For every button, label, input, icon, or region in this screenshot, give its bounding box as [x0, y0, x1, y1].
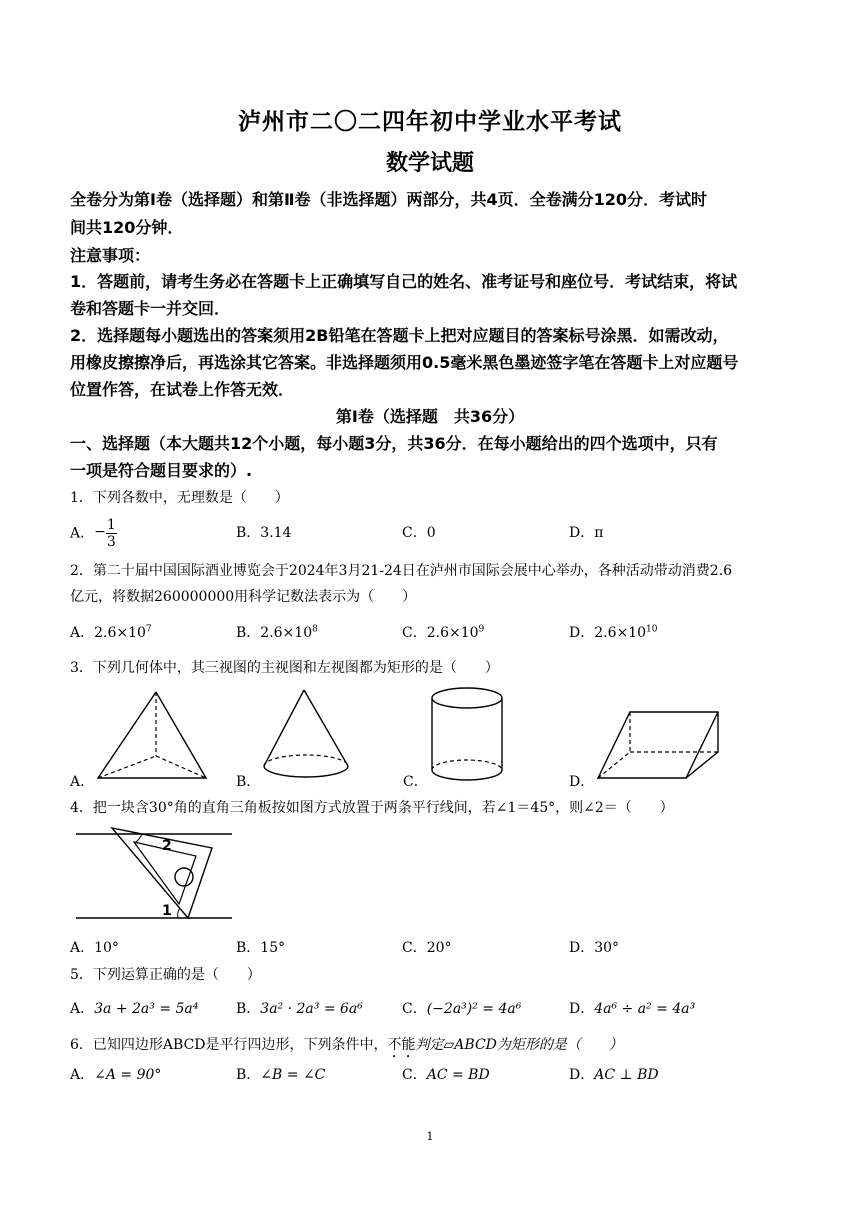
q1-a-sign: − [94, 523, 106, 540]
q1-option-c: C．0 [402, 525, 436, 541]
q3-option-d: D． [569, 774, 595, 790]
q2-option-b [236, 622, 318, 642]
q3-figure-d-prism [590, 700, 726, 786]
q4-option-c: C．20° [402, 940, 452, 956]
q3-option-c: C． [403, 774, 428, 790]
q2-d-exp: 10 [646, 624, 658, 635]
q5-options [70, 998, 800, 1028]
intro-line-2: 间共120分钟． [70, 218, 184, 237]
q5-a-label: A． [70, 1001, 95, 1017]
page-number: 1 [426, 1130, 434, 1143]
q6-b-expr: ∠B = ∠C [260, 1067, 326, 1083]
q1-a-numerator: 1 [106, 517, 116, 533]
q1-a-label: A． [70, 525, 95, 542]
q5-c-label: C． [402, 1001, 427, 1017]
q6-stem-pre: 6．已知四边形ABCD是平行四边形，下列条件中， [70, 1037, 388, 1053]
q6-stem [70, 1034, 623, 1061]
q1-options [70, 514, 800, 554]
q5-c-expr: (−2a³)² = 4a⁶ [426, 1001, 522, 1017]
q5-b-label: B． [236, 1001, 261, 1017]
notice-2-line-3: 位置作答，在试卷上作答无效． [70, 380, 295, 399]
q5-option-c [402, 998, 521, 1018]
q3-option-a: A． [70, 774, 95, 790]
q4-options [70, 937, 800, 967]
q4-angle-label-2: 2 [162, 838, 172, 854]
q6-stem-post: 判定▱ABCD为矩形的是（ ） [415, 1037, 623, 1053]
section-1-line-1: 一、选择题（本大题共12个小题，每小题3分，共36分．在每小题给出的四个选项中，只有 [70, 434, 718, 453]
part1-heading: 第Ⅰ卷（选择题 共36分） [335, 407, 525, 426]
q2-c-exp: 9 [478, 624, 485, 635]
q5-option-b [236, 998, 363, 1018]
q4-angle-label-1: 1 [162, 903, 172, 919]
q3-option-b: B． [236, 774, 261, 790]
q6-option-c [402, 1064, 490, 1084]
q3-stem: 3．下列几何体中，其三视图的主视图和左视图都为矩形的是（ ） [70, 660, 499, 676]
q5-option-a [70, 998, 198, 1018]
q2-stem-line-1: 2．第二十届中国国际酒业博览会于2024年3月21-24日在泸州市国际会展中心举办，各种活动带动消费2.6 [70, 563, 733, 579]
q5-option-d [569, 998, 695, 1018]
q3-figure-b-cone [258, 686, 354, 786]
notice-1-line-2: 卷和答题卡一并交回． [70, 299, 231, 318]
q2-c-text: C．2.6×10 [402, 625, 479, 641]
q6-option-d [569, 1064, 659, 1084]
q2-a-exp: 7 [145, 624, 152, 635]
q5-d-expr: 4a⁶ ÷ a² = 4a³ [594, 1001, 696, 1017]
q5-a-expr: 3a + 2a³ = 5a⁴ [94, 1001, 199, 1017]
exam-title: 泸州市二〇二四年初中学业水平考试 [238, 108, 622, 135]
q5-b-expr: 3a² · 2a³ = 6a⁶ [260, 1001, 363, 1017]
q5-stem: 5．下列运算正确的是（ ） [70, 967, 261, 983]
q2-option-a [70, 622, 152, 642]
q4-option-a: A．10° [70, 940, 119, 956]
q6-c-label: C． [402, 1067, 427, 1083]
q2-option-c [402, 622, 484, 642]
notice-1-line-1: 1．答题前，请考生务必在答题卡上正确填写自己的姓名、准考证号和座位号．考试结束，将试 [70, 272, 738, 291]
q4-figure-triangle-parallel-lines [76, 826, 236, 926]
q4-stem: 4．把一块含30°角的直角三角板按如图方式放置于两条平行线间，若∠1＝45°，则∠2＝（ ） [70, 800, 674, 816]
q1-option-a [70, 517, 117, 550]
q3-figure-a-pyramid [92, 686, 212, 786]
q6-d-expr: AC ⊥ BD [594, 1067, 659, 1083]
q5-d-label: D． [569, 1001, 595, 1017]
exam-subject: 数学试题 [385, 150, 474, 176]
q2-option-d [569, 622, 658, 642]
q4-option-b: B．15° [236, 940, 286, 956]
q6-a-label: A． [70, 1067, 95, 1083]
q6-a-expr: ∠A = 90° [94, 1067, 162, 1083]
q6-d-label: D． [569, 1067, 595, 1083]
q6-b-label: B． [236, 1067, 261, 1083]
q2-d-text: D．2.6×10 [569, 625, 647, 641]
q3-figure-c-cylinder [425, 684, 509, 786]
notice-2-line-1: 2．选择题每小题选出的答案须用2B铅笔在答题卡上把对应题目的答案标号涂黑．如需改动， [70, 326, 729, 345]
q1-option-b: B．3.14 [236, 525, 292, 541]
q2-stem-line-2: 亿元，将数据260000000用科学记数法表示为（ ） [70, 589, 417, 605]
q1-a-fraction [106, 517, 117, 550]
section-1-line-2: 一项是符合题目要求的）. [70, 461, 253, 480]
q2-options [70, 622, 800, 652]
q6-options [70, 1064, 800, 1094]
q6-stem-emphasis: 不能 [387, 1037, 416, 1053]
q2-b-text: B．2.6×10 [236, 625, 313, 641]
q2-b-exp: 8 [312, 624, 318, 635]
q1-stem: 1．下列各数中，无理数是（ ） [70, 490, 289, 506]
notice-2-line-2: 用橡皮擦擦净后，再选涂其它答案。非选择题须用0.5毫米黑色墨迹签字笔在答题卡上对应题号 [70, 353, 739, 372]
q6-option-a [70, 1064, 161, 1084]
q4-option-d: D．30° [569, 940, 620, 956]
intro-line-1: 全卷分为第Ⅰ卷（选择题）和第Ⅱ卷（非选择题）两部分，共4页．全卷满分120分．考试时 [70, 190, 708, 209]
q1-a-denominator: 3 [106, 534, 116, 550]
q6-option-b [236, 1064, 325, 1084]
notice-title: 注意事项： [70, 246, 151, 265]
q1-option-d: D．π [569, 525, 604, 541]
q6-c-expr: AC = BD [426, 1067, 490, 1083]
q2-a-text: A．2.6×10 [70, 625, 146, 641]
